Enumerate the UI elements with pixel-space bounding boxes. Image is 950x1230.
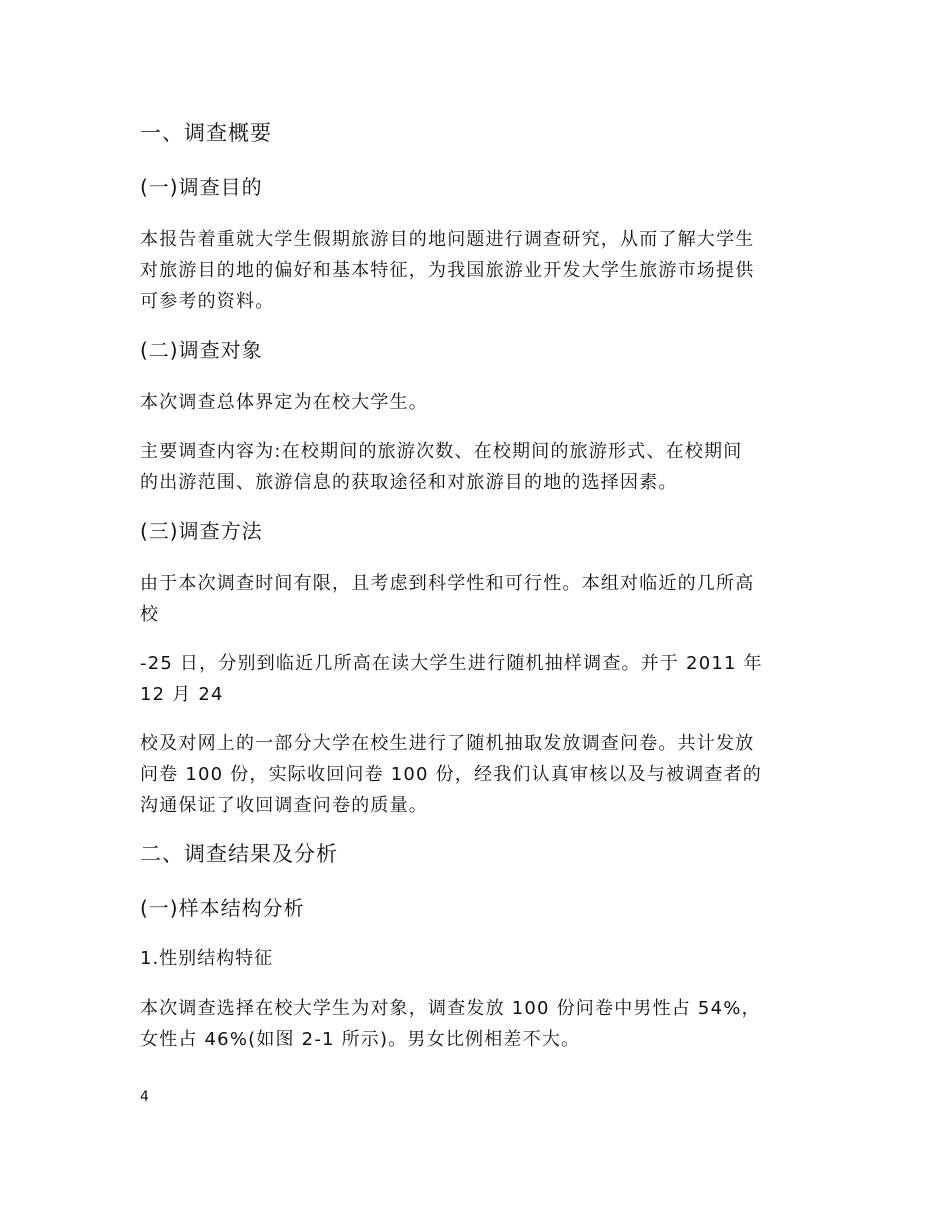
paragraph-line: 本次调查选择在校大学生为对象，调查发放 100 份问卷中男性占 54%， [140, 998, 761, 1019]
item-heading: 1.性别结构特征 [140, 948, 274, 969]
subsection-heading: (三)调查方法 [140, 519, 263, 543]
paragraph-line: 本次调查总体界定为在校大学生。 [140, 392, 428, 413]
paragraph-line: 可参考的资料。 [140, 291, 275, 312]
paragraph [140, 993, 820, 1055]
paragraph-line: 对旅游目的地的偏好和基本特征，为我国旅游业开发大学生旅游市场提供 [140, 260, 755, 281]
paragraph-line: 本报告着重就大学生假期旅游目的地问题进行调查研究，从而了解大学生 [140, 229, 755, 250]
paragraph [140, 224, 820, 317]
paragraph [140, 568, 820, 630]
section-heading: 二、调查结果及分析 [140, 842, 338, 866]
paragraph [140, 436, 820, 498]
section-heading: 一、调查概要 [140, 121, 272, 145]
paragraph [140, 728, 820, 821]
paragraph-line: 沟通保证了收回调查问卷的质量。 [140, 795, 428, 816]
paragraph-line: 12 月 24 [140, 684, 224, 705]
subsection-heading: (一)样本结构分析 [140, 896, 305, 920]
paragraph-line: -25 日，分别到临近几所高在读大学生进行随机抽样调查。并于 2011 年 [140, 653, 763, 674]
subsection-heading: (一)调查目的 [140, 175, 263, 199]
paragraph-line: 的出游范围、旅游信息的获取途径和对旅游目的地的选择因素。 [140, 472, 678, 493]
paragraph-line: 问卷 100 份，实际收回问卷 100 份，经我们认真审核以及与被调查者的 [140, 764, 762, 785]
paragraph [140, 387, 820, 418]
paragraph-line: 主要调查内容为:在校期间的旅游次数、在校期间的旅游形式、在校期间 [140, 441, 743, 462]
subsection-heading: (二)调查对象 [140, 338, 263, 362]
paragraph-line: 女性占 46%(如图 2-1 所示)。男女比例相差不大。 [140, 1029, 581, 1050]
paragraph [140, 648, 820, 710]
page-number: 4 [140, 1089, 149, 1105]
document-body [140, 118, 820, 1073]
paragraph-line: 校 [140, 604, 160, 625]
paragraph-line: 由于本次调查时间有限，且考虑到科学性和可行性。本组对临近的几所高 [140, 573, 755, 594]
paragraph-line: 校及对网上的一部分大学在校生进行了随机抽取发放调查问卷。共计发放 [140, 733, 755, 754]
